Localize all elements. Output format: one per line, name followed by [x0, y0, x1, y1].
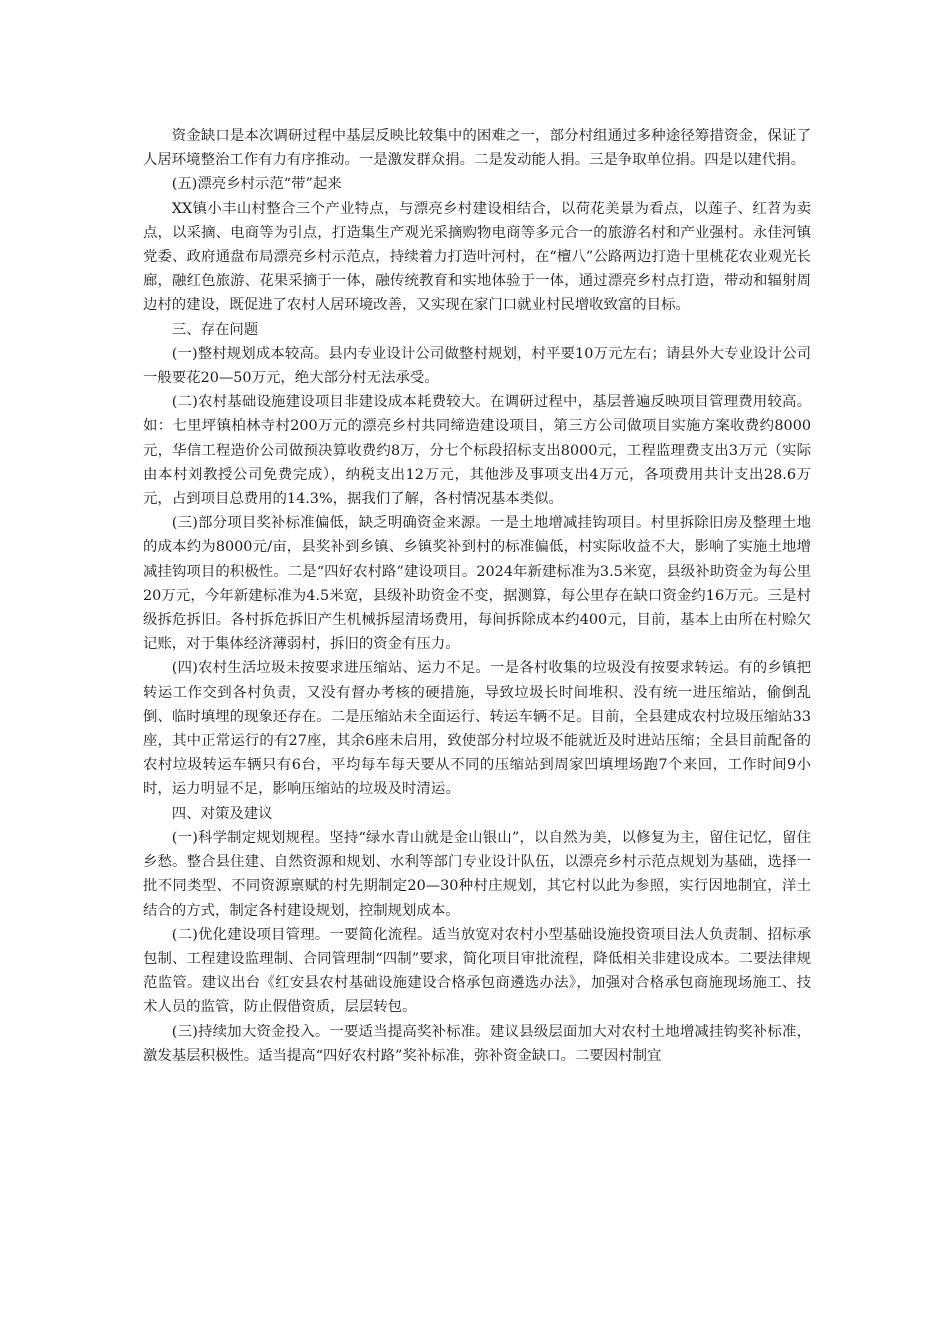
- section-heading-demo-villages: (五)漂亮乡村示范“带”起来: [171, 176, 342, 193]
- paragraph-measure-planning: (一)科学制定规划规程。坚持“绿水青山就是金山银山”，以自然为美，以修复为主，留住记忆，留住乡愁。整合县住建、自然资源和规划、水利等部门专业设计队伍，以漂亮乡村示范点规划为基础，选择一批不同类型、不同资源禀赋的村先期制定20—30种村庄规划，其它村以此为参照，实行因地制宜，洋土结合的方式，制定各村建设规划，控制规划成本。: [143, 829, 811, 919]
- paragraph-problem-subsidy-standards: (三)部分项目奖补标准偏低，缺乏明确资金来源。一是土地增减挂钩项目。村里拆除旧房及整理土地的成本约为8000元/亩，县奖补到乡镇、乡镇奖补到村的标准偏低，村实际收益不大，影响了实施土地增减挂钩项目的积极性。二是“四好农村路”建设项目。2024年新建标准为3.5米宽，县级补助资金为每公里20万元，今年新建标准为4.5米宽，县级补助资金不变，据测算，每公里存在缺口资金约16万元。三是村级拆危拆旧。各村拆危拆旧产生机械拆屋清场费用，每间拆除成本约400元，目前，基本上由所在村赊欠记账，对于集体经济薄弱村，拆旧的资金有压力。: [143, 515, 811, 653]
- paragraph-measure-funding: (三)持续加大资金投入。一要适当提高奖补标准。建议县级层面加大对农村土地增减挂钩奖补标准，激发基层积极性。适当提高“四好农村路”奖补标准，弥补资金缺口。二要因村制宜: [143, 1023, 811, 1064]
- paragraph-problem-garbage-transport: (四)农村生活垃圾未按要求进压缩站、运力不足。一是各村收集的垃圾没有按要求转运。有的乡镇把转运工作交到各村负责，又没有督办考核的硬措施，导致垃圾长时间堆积、没有统一进压缩站，偷倒乱倒、临时填埋的现象还存在。二是压缩站未全面运行、转运车辆不足。目前，全县建成农村垃圾压缩站33座，其中正常运行的有27座，其余6座未启用，致使部分村垃圾不能就近及时进站压缩；全县目前配备的农村垃圾转运车辆只有6台，平均每车每天要从不同的压缩站到周家凹填埋场跑7个来回，工作时间9小时，运力明显不足，影响压缩站的垃圾及时清运。: [143, 660, 811, 798]
- section-heading-countermeasures: 四、对策及建议: [171, 805, 273, 822]
- paragraph-funding-gap: 资金缺口是本次调研过程中基层反映比较集中的困难之一，部分村组通过多种途径筹措资金，保证了人居环境整治工作有力有序推动。一是激发群众捐。二是发动能人捐。三是争取单位捐。四是以建代捐。: [143, 128, 811, 169]
- document-body: [143, 124, 811, 1068]
- paragraph-problem-planning-cost: (一)整村规划成本较高。县内专业设计公司做整村规划，村平要10万元左右；请县外大专业设计公司一般要花20—50万元，绝大部分村无法承受。: [143, 345, 811, 387]
- section-heading-existing-problems: 三、存在问题: [171, 321, 259, 338]
- paragraph-measure-project-management: (二)优化建设项目管理。一要简化流程。适当放宽对农村小型基础设施投资项目法人负责制、招标承包制、工程建设监理制、合同管理制“四制”要求，简化项目审批流程，降低相关非建设成本。二要法律规范监管。建议出台《红安县农村基础设施建设合格承包商遴选办法》，加强对合格承包商施现场施工、技术人员的监管，防止假借资质，层层转包。: [143, 926, 811, 1016]
- paragraph-problem-non-construction-cost: (二)农村基础设施建设项目非建设成本耗费较大。在调研过程中，基层普遍反映项目管理费用较高。如：七里坪镇柏林寺村200万元的漂亮乡村共同缔造建设项目，第三方公司做项目实施方案收费约8000元，华信工程造价公司做预决算收费约8万，分七个标段招标支出8000元，工程监理费支出3万元（实际由本村刘教授公司免费完成），纳税支出12万元，其他涉及事项支出4万元，各项费用共计支出28.6万元，占到项目总费用的14.3%，据我们了解，各村情况基本类似。: [143, 394, 811, 508]
- paragraph-xiaofengshan-village: XX镇小丰山村整合三个产业特点，与漂亮乡村建设相结合，以荷花美景为看点，以莲子、红苕为卖点，以采摘、电商等为引点，打造集生产观光采摘购物电商等多元合一的旅游名村和产业强村。永佳河镇党委、政府通盘布局漂亮乡村示范点，持续着力打造叶河村，在“檀八”公路两边打造十里桃花农业观光长廊，融红色旅游、花果采摘于一体，融传统教育和实地体验于一体，通过漂亮乡村点打造，带动和辐射周边村的建设，既促进了农村人居环境改善，又实现在家门口就业村民增收致富的目标。: [143, 200, 811, 314]
